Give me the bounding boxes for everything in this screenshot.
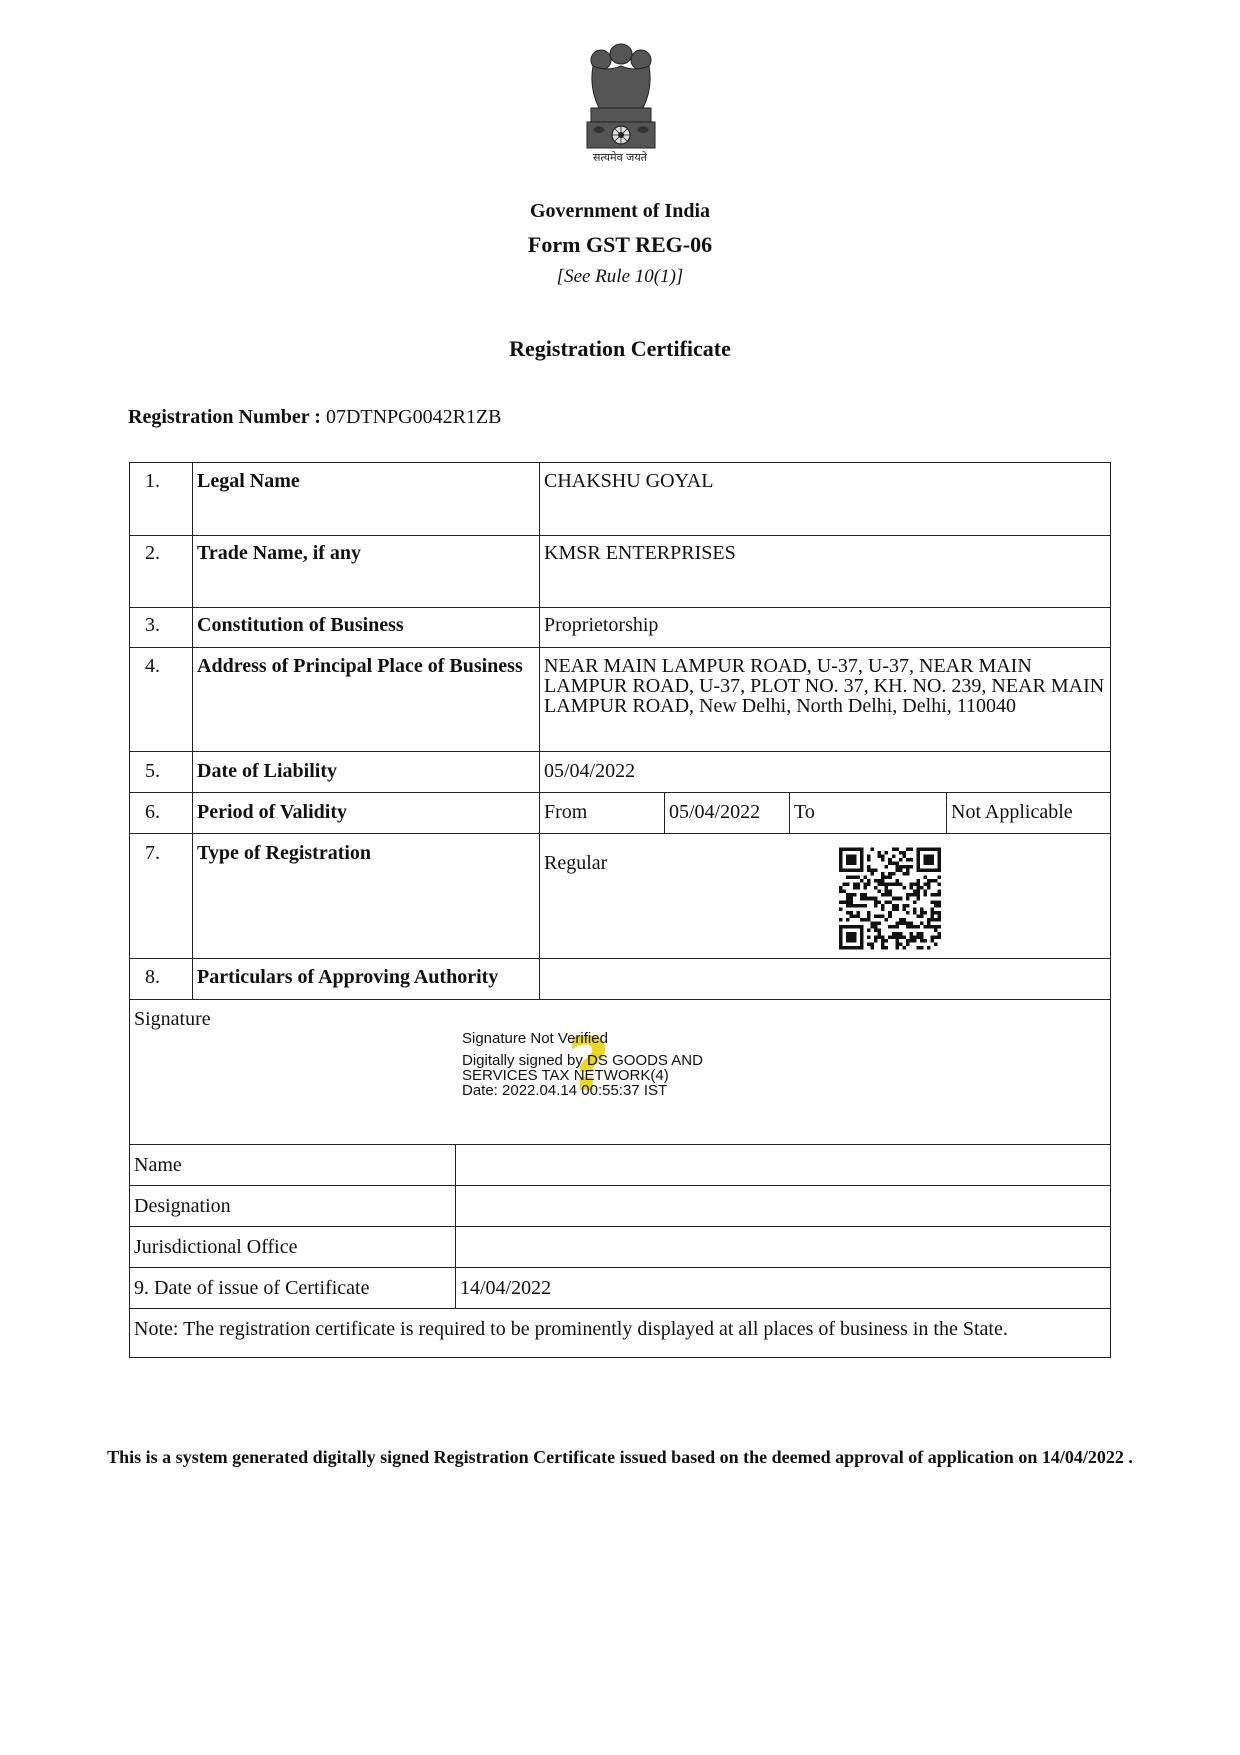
column-divider bbox=[455, 1144, 456, 1308]
row-divider bbox=[130, 1144, 1110, 1145]
constitution-value: Proprietorship bbox=[544, 614, 659, 636]
liability-date-label: Date of Liability bbox=[197, 760, 337, 782]
validity-from-value: 05/04/2022 bbox=[669, 801, 761, 823]
display-note: Note: The registration certificate is required to be prominently displayed at all places of business in the State. bbox=[134, 1318, 1008, 1340]
row-divider bbox=[130, 958, 1110, 959]
row-number: 5. bbox=[145, 760, 160, 782]
approving-authority-label: Particulars of Approving Authority bbox=[197, 966, 499, 988]
legal-name-value: CHAKSHU GOYAL bbox=[544, 470, 714, 492]
row-divider bbox=[130, 535, 1110, 536]
address-value: NEAR MAIN LAMPUR ROAD, U-37, U-37, NEAR MAIN LAMPUR ROAD, U-37, PLOT NO. 37, KH. NO. 239, NEAR MAIN LAMPUR ROAD, New Delhi, North Delhi, Delhi, 110040 bbox=[544, 655, 1105, 717]
row-divider bbox=[130, 647, 1110, 648]
trade-name-value: KMSR ENTERPRISES bbox=[544, 542, 736, 564]
registration-number-label: Registration Number : bbox=[128, 406, 321, 428]
signature-label: Signature bbox=[134, 1008, 211, 1030]
column-divider bbox=[946, 792, 947, 833]
registration-number bbox=[128, 406, 502, 429]
certificate-table bbox=[129, 462, 1111, 1358]
registration-type-label: Type of Registration bbox=[197, 842, 372, 864]
address-label: Address of Principal Place of Business bbox=[197, 655, 523, 677]
page-title: Registration Certificate bbox=[509, 336, 731, 361]
issue-date-label: 9. Date of issue of Certificate bbox=[134, 1277, 370, 1299]
column-divider bbox=[539, 463, 540, 999]
row-number: 4. bbox=[145, 655, 160, 677]
constitution-label: Constitution of Business bbox=[197, 614, 404, 636]
legal-name-label: Legal Name bbox=[197, 470, 300, 492]
row-divider bbox=[130, 1308, 1110, 1309]
row-number: 7. bbox=[145, 842, 160, 864]
footer-statement: This is a system generated digitally signed Registration Certificate issued based on the deemed approval of application on 14/04/2022 . bbox=[107, 1447, 1133, 1467]
signature-status-icon: ? bbox=[567, 1022, 610, 1108]
validity-from-label: From bbox=[544, 801, 588, 823]
column-divider bbox=[789, 792, 790, 833]
authority-designation-label: Designation bbox=[134, 1195, 231, 1217]
jurisdictional-office-label: Jurisdictional Office bbox=[134, 1236, 298, 1258]
liability-date-value: 05/04/2022 bbox=[544, 760, 636, 782]
registration-number-value: 07DTNPG0042R1ZB bbox=[325, 406, 502, 428]
rule-reference: [See Rule 10(1)] bbox=[556, 266, 684, 287]
form-title: Form GST REG-06 bbox=[527, 232, 713, 257]
row-divider bbox=[130, 1267, 1110, 1268]
row-number: 1. bbox=[145, 470, 160, 492]
signature-date: Date: 2022.04.14 00:55:37 IST bbox=[462, 1082, 668, 1099]
national-emblem-icon bbox=[579, 38, 663, 164]
trade-name-label: Trade Name, if any bbox=[197, 542, 362, 564]
row-divider bbox=[130, 751, 1110, 752]
validity-to-value: Not Applicable bbox=[951, 801, 1073, 823]
row-divider bbox=[130, 1226, 1110, 1227]
row-number: 3. bbox=[145, 614, 160, 636]
digital-signature bbox=[462, 1031, 703, 1098]
issuing-authority: Government of India bbox=[530, 200, 710, 222]
row-number: 2. bbox=[145, 542, 160, 564]
qr-code-icon bbox=[839, 847, 941, 950]
row-divider bbox=[130, 607, 1110, 608]
row-divider bbox=[130, 999, 1110, 1000]
row-divider bbox=[130, 833, 1110, 834]
emblem-motto: सत्यमेव जयते bbox=[592, 151, 647, 164]
row-divider bbox=[130, 792, 1110, 793]
issue-date-value: 14/04/2022 bbox=[460, 1277, 552, 1299]
authority-name-label: Name bbox=[134, 1154, 182, 1176]
signature-signer-line: SERVICES TAX NETWORK(4) bbox=[462, 1067, 669, 1084]
signature-signer-line: Digitally signed by DS GOODS AND bbox=[462, 1052, 703, 1069]
row-divider bbox=[130, 1185, 1110, 1186]
column-divider bbox=[192, 463, 193, 999]
row-number: 6. bbox=[145, 801, 160, 823]
signature-status: Signature Not Verified bbox=[462, 1030, 608, 1047]
row-number: 8. bbox=[145, 966, 160, 988]
validity-to-label: To bbox=[794, 801, 815, 823]
validity-label: Period of Validity bbox=[197, 801, 348, 823]
registration-type-value: Regular bbox=[544, 852, 608, 874]
column-divider bbox=[664, 792, 665, 833]
